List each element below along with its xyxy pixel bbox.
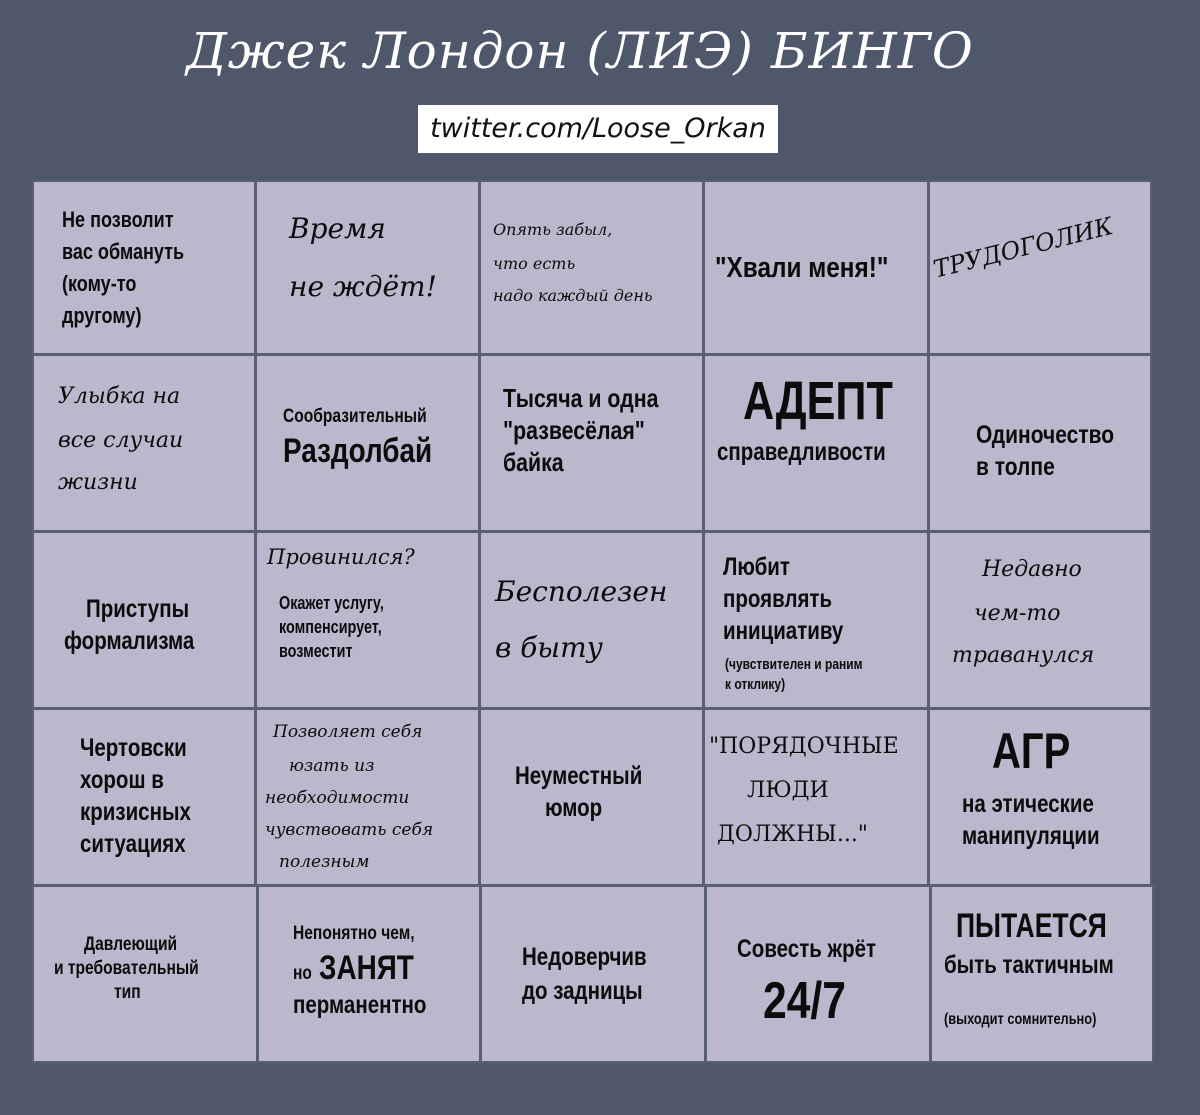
bingo-cell-12[interactable] — [255, 531, 480, 709]
cell-text: не ждёт! — [289, 270, 437, 303]
cell-text: траванулся — [952, 643, 1095, 668]
cell-text: другому) — [62, 303, 142, 328]
cell-text: ПЫТАЕТСЯ — [956, 907, 1107, 945]
bingo-cell-11[interactable] — [32, 531, 256, 709]
cell-text: надо каждый день — [493, 286, 653, 305]
cell-text: Раздолбай — [283, 432, 433, 470]
bingo-cell-5[interactable] — [928, 180, 1152, 355]
cell-text: хорош в — [80, 766, 164, 794]
bingo-cell-4[interactable] — [703, 180, 929, 355]
bingo-cell-19[interactable] — [703, 708, 929, 886]
bingo-cell-2[interactable] — [255, 180, 480, 355]
cell-text: ДОЛЖНЫ..." — [717, 822, 868, 847]
cell-text: "ПОРЯДОЧНЫЕ — [709, 734, 899, 759]
cell-text: тип — [114, 982, 141, 1003]
cell-text: Тысяча и одна — [503, 383, 659, 413]
cell-text: Неуместный — [515, 762, 643, 790]
bingo-cell-3[interactable] — [479, 180, 704, 355]
cell-text: полезным — [279, 852, 370, 872]
cell-text: байка — [503, 447, 564, 477]
cell-text: Окажет услугу, — [279, 593, 384, 613]
bingo-cell-21[interactable] — [32, 885, 258, 1063]
bingo-cell-14[interactable] — [703, 531, 929, 709]
bingo-cell-9[interactable] — [703, 354, 929, 532]
cell-text: на этические — [962, 790, 1094, 818]
bingo-cell-18[interactable] — [479, 708, 704, 886]
cell-text: все случаи — [58, 428, 184, 453]
cell-text: справедливости — [717, 438, 886, 466]
cell-text: юмор — [545, 794, 603, 822]
bingo-cell-24[interactable] — [705, 885, 931, 1063]
cell-text: но — [293, 963, 312, 984]
cell-text: быть тактичным — [944, 951, 1114, 979]
cell-text: вас обмануть — [62, 239, 185, 264]
cell-text: необходимости — [265, 788, 410, 808]
cell-text: жизни — [58, 470, 138, 495]
bingo-cell-17[interactable] — [255, 708, 480, 886]
bingo-cell-10[interactable] — [928, 354, 1152, 532]
cell-text: ситуациях — [80, 830, 186, 858]
twitter-link[interactable]: twitter.com/Loose_Orkan — [418, 105, 778, 153]
cell-text: манипуляции — [962, 822, 1100, 850]
cell-text: (чувствителен и раним — [725, 656, 863, 673]
cell-text: чувствовать себя — [265, 820, 434, 840]
cell-text: "Хвали меня!" — [715, 252, 889, 284]
cell-text: (кому-то — [62, 271, 137, 296]
cell-text: Позволяет себя — [273, 722, 423, 742]
cell-text: Совесть жрёт — [737, 935, 877, 963]
cell-text: Не позволит — [62, 207, 174, 232]
bingo-cell-13[interactable] — [479, 531, 704, 709]
cell-text: АГР — [992, 723, 1071, 779]
cell-text: "развесёлая" — [503, 415, 645, 445]
cell-text: проявлять — [723, 585, 833, 613]
bingo-cell-1[interactable] — [32, 180, 256, 355]
cell-text: кризисных — [80, 798, 191, 826]
bingo-cell-16[interactable] — [32, 708, 256, 886]
cell-text: Приступы — [86, 595, 190, 623]
cell-text: Непонятно чем, — [293, 923, 415, 944]
cell-text: Недоверчив — [522, 943, 647, 971]
cell-text: Улыбка на — [58, 384, 181, 409]
cell-text: Чертовски — [80, 734, 187, 762]
cell-text: ЛЮДИ — [747, 778, 829, 803]
cell-text: ЗАНЯТ — [319, 949, 414, 987]
cell-text: ТРУДОГОЛИК — [930, 211, 1116, 284]
cell-text: Время — [289, 212, 386, 245]
cell-text: и требовательный — [54, 958, 199, 979]
cell-text: компенсирует, — [279, 617, 382, 637]
cell-text: Опять забыл, — [493, 220, 613, 239]
cell-text: Бесполезен — [495, 575, 668, 608]
cell-text: инициативу — [723, 617, 844, 645]
bingo-cell-6[interactable] — [32, 354, 256, 532]
cell-text: 24/7 — [763, 972, 846, 1030]
cell-text: возместит — [279, 641, 353, 661]
cell-text: до задницы — [522, 977, 643, 1005]
cell-text: перманентно — [293, 991, 427, 1019]
cell-text: Давлеющий — [84, 934, 178, 955]
cell-text: что есть — [493, 254, 576, 273]
cell-text: Провинился? — [267, 545, 415, 569]
cell-text: Любит — [723, 553, 790, 581]
cell-text: к отклику) — [725, 676, 786, 693]
cell-text: Сообразительный — [283, 406, 427, 427]
page-title: Джек Лондон (ЛИЭ) БИНГО — [186, 22, 974, 80]
cell-text: юзать из — [289, 756, 375, 776]
bingo-cell-22[interactable] — [257, 885, 481, 1063]
bingo-cell-25[interactable] — [930, 885, 1154, 1063]
cell-text: чем-то — [974, 601, 1061, 626]
bingo-cell-20[interactable] — [928, 708, 1152, 886]
cell-text: (выходит сомнительно) — [944, 1011, 1097, 1028]
cell-text: формализма — [64, 627, 195, 655]
bingo-cell-15[interactable] — [928, 531, 1152, 709]
cell-text: АДЕПТ — [743, 371, 893, 431]
cell-text: Недавно — [982, 557, 1082, 582]
bingo-cell-8[interactable] — [479, 354, 704, 532]
cell-text: Одиночество — [976, 421, 1115, 449]
cell-text: в толпе — [976, 453, 1055, 481]
cell-text: в быту — [495, 631, 603, 664]
bingo-cell-23[interactable] — [480, 885, 706, 1063]
bingo-cell-7[interactable] — [255, 354, 480, 532]
